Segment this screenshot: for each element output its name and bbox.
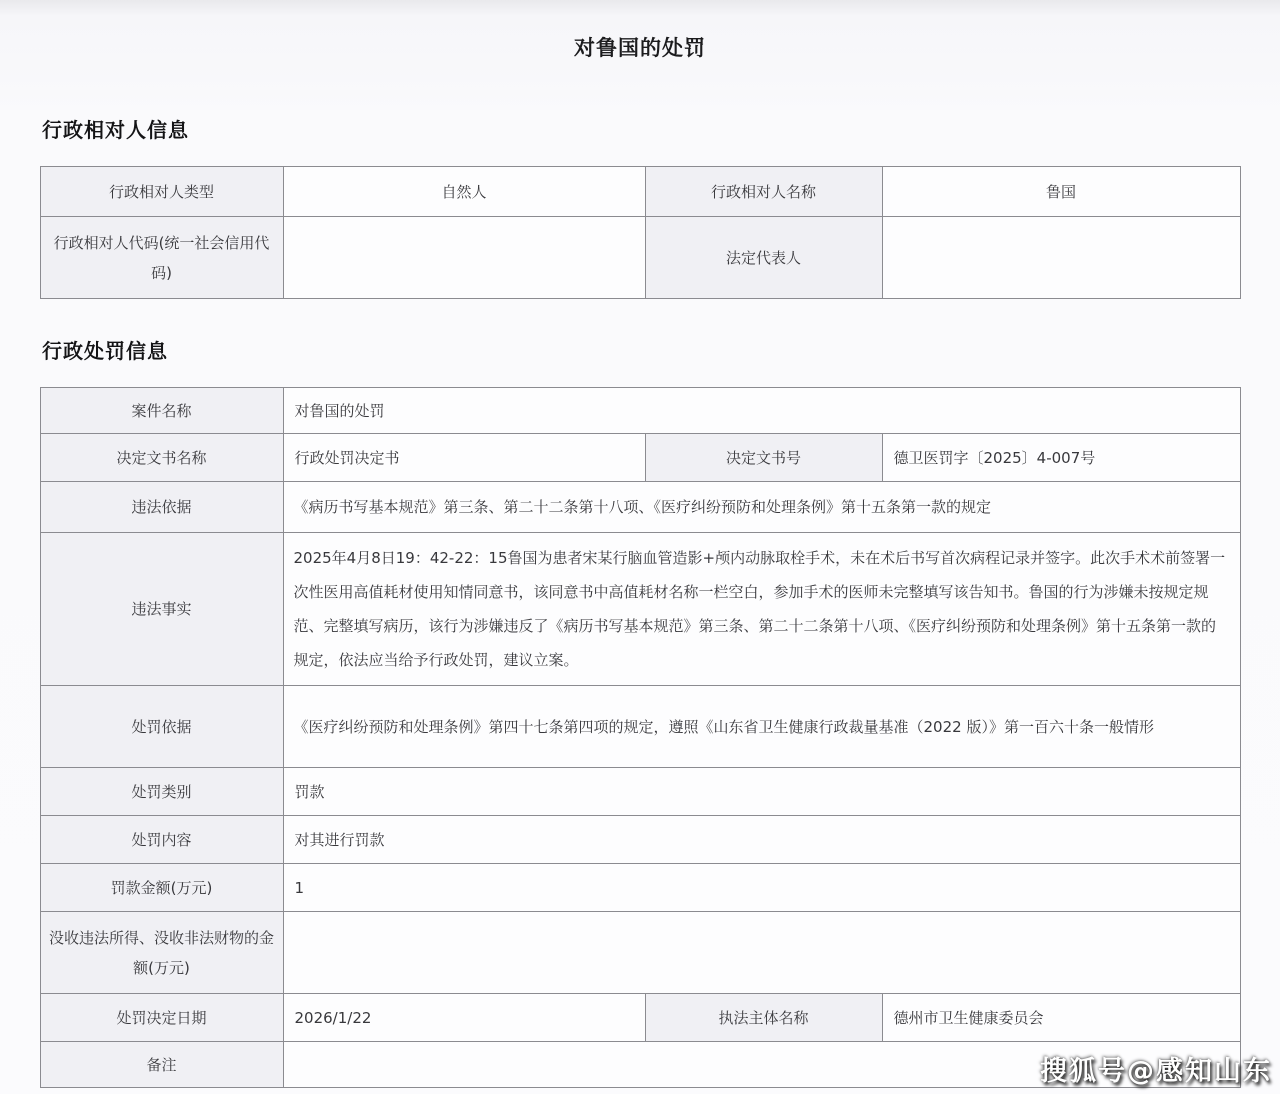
fine-amount-label: 罚款金额(万元) xyxy=(40,864,283,912)
penalty-content-value: 对其进行罚款 xyxy=(283,816,1240,864)
legal-basis-value: 《病历书写基本规范》第三条、第二十二条第十八项、《医疗纠纷预防和处理条例》第十五条第一款的规定 xyxy=(283,482,1240,533)
fine-amount-value: 1 xyxy=(283,864,1240,912)
table-row xyxy=(40,768,1240,816)
party-info-heading: 行政相对人信息 xyxy=(42,118,189,142)
penalty-basis-label: 处罚依据 xyxy=(40,686,283,768)
table-row xyxy=(40,994,1240,1042)
penalty-type-label: 处罚类别 xyxy=(40,768,283,816)
case-name-label: 案件名称 xyxy=(40,388,283,434)
party-code-value xyxy=(283,217,645,299)
enforcement-agency-label: 执法主体名称 xyxy=(645,994,882,1042)
table-row xyxy=(40,388,1240,434)
violation-facts-value: 2025年4月8日19：42-22：15鲁国为患者宋某行脑血管造影+颅内动脉取栓手术，未在术后书写首次病程记录并签字。此次手术术前签署一次性医用高值耗材使用知情同意书，该同意书中高值耗材名称一栏空白，参加手术的医师未完整填写该告知书。鲁国的行为涉嫌未按规定规范、完整填写病历，该行为涉嫌违反了《病历书写基本规范》第三条、第二十二条第十八项、《医疗纠纷预防和处理条例》第十五条第一款的规定，依法应当给予行政处罚，建议立案。 xyxy=(283,533,1240,686)
party-name-label: 行政相对人名称 xyxy=(645,167,882,217)
confiscation-value xyxy=(283,912,1240,994)
doc-number-label: 决定文书号 xyxy=(645,434,882,482)
remarks-label: 备注 xyxy=(40,1042,283,1088)
doc-number-value: 德卫医罚字〔2025〕4-007号 xyxy=(882,434,1240,482)
decision-date-label: 处罚决定日期 xyxy=(40,994,283,1042)
party-info-table xyxy=(40,166,1241,299)
table-row xyxy=(40,816,1240,864)
table-row xyxy=(40,686,1240,768)
confiscation-label: 没收违法所得、没收非法财物的金额(万元) xyxy=(40,912,283,994)
enforcement-agency-value: 德州市卫生健康委员会 xyxy=(882,994,1240,1042)
penalty-type-value: 罚款 xyxy=(283,768,1240,816)
violation-facts-label: 违法事实 xyxy=(40,533,283,686)
legal-representative-label: 法定代表人 xyxy=(645,217,882,299)
party-type-value: 自然人 xyxy=(283,167,645,217)
table-row xyxy=(40,434,1240,482)
doc-name-value: 行政处罚决定书 xyxy=(283,434,645,482)
decision-date-value: 2026/1/22 xyxy=(283,994,645,1042)
table-row xyxy=(40,533,1240,686)
watermark: 搜狐号@感知山东 xyxy=(1040,1056,1272,1087)
table-row xyxy=(40,167,1240,217)
party-name-value: 鲁国 xyxy=(882,167,1240,217)
legal-representative-value xyxy=(882,217,1240,299)
table-row xyxy=(40,482,1240,533)
penalty-basis-value: 《医疗纠纷预防和处理条例》第四十七条第四项的规定，遵照《山东省卫生健康行政裁量基准（2022 版）》第一百六十条一般情形 xyxy=(283,686,1240,768)
page-title: 对鲁国的处罚 xyxy=(574,36,706,60)
table-row xyxy=(40,217,1240,299)
legal-basis-label: 违法依据 xyxy=(40,482,283,533)
table-row xyxy=(40,912,1240,994)
party-code-label: 行政相对人代码(统一社会信用代码) xyxy=(40,217,283,299)
doc-name-label: 决定文书名称 xyxy=(40,434,283,482)
penalty-content-label: 处罚内容 xyxy=(40,816,283,864)
penalty-info-heading: 行政处罚信息 xyxy=(42,339,168,363)
case-name-value: 对鲁国的处罚 xyxy=(283,388,1240,434)
table-row xyxy=(40,864,1240,912)
penalty-info-table xyxy=(40,387,1241,1088)
party-type-label: 行政相对人类型 xyxy=(40,167,283,217)
